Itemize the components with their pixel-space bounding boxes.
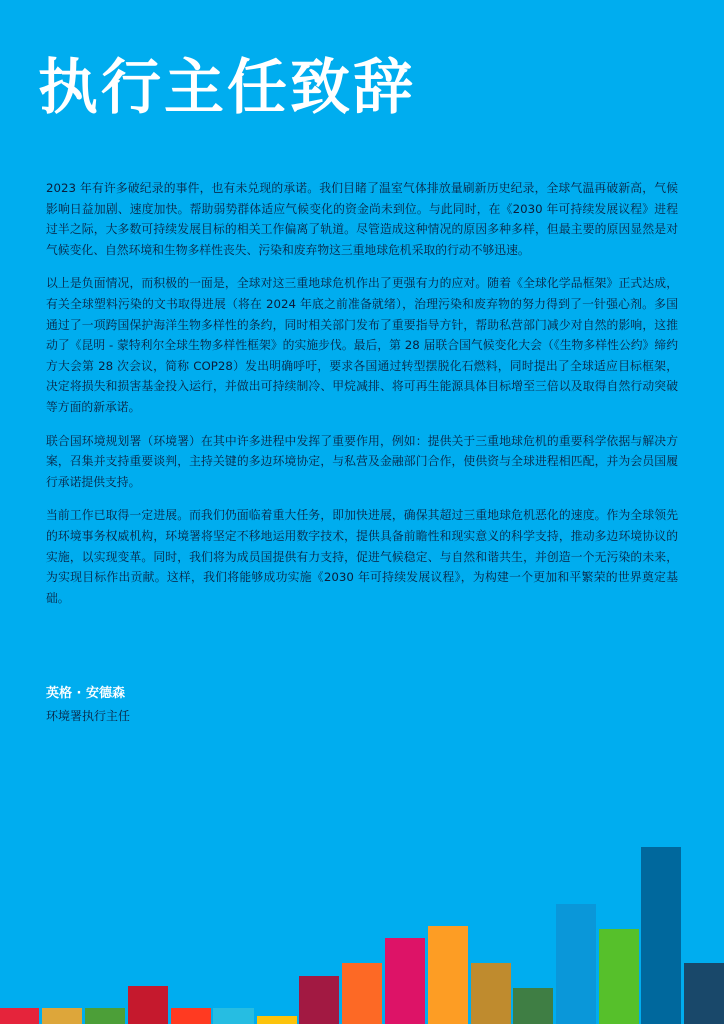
- decor-bar-17: [684, 963, 724, 1024]
- decor-bar-6: [213, 1008, 254, 1024]
- decor-bar-8: [299, 976, 339, 1024]
- decor-bar-12: [471, 963, 511, 1024]
- decor-bar-10: [385, 938, 425, 1024]
- decor-bar-7: [257, 1016, 297, 1024]
- decor-bar-13: [513, 988, 553, 1024]
- paragraph-2: 以上是负面情况，而积极的一面是，全球对这三重地球危机作出了更强有力的应对。随着《全球化学品框架》正式达成，有关全球塑料污染的文书取得进展（将在 2024 年底之前准备就绪），治理污染和废弃物的努力得到了一针强心剂。多国通过了一项跨国保护海洋生物多样性的条约，同时相关部门发布了重要指导方针，帮助私营部门减少对自然的影响，这推动了《昆明 - 蒙特利尔全球生物多样性框架》的实施步伐。最后，第 28 届联合国气候变化大会（《生物多样性公约》缔约方大会第 28 次会议，简称 COP28）发出明确呼吁，要求各国通过转型摆脱化石燃料，同时提出了全球适应目标框架，决定将损失和损害基金投入运行，并做出可持续制冷、甲烷减排、将可再生能源具体目标增至三倍以及取得自然行动突破等方面的新承诺。: [46, 276, 678, 414]
- decor-bar-3: [85, 1008, 125, 1024]
- decor-bar-16: [641, 847, 681, 1024]
- paragraph-3: 联合国环境规划署（环境署）在其中许多进程中发挥了重要作用，例如：提供关于三重地球危机的重要科学依据与解决方案，召集并支持重要谈判，主持关键的多边环境协定，与私营及金融部门合作，使供资与全球进程相匹配，并为会员国履行承诺提供支持。: [46, 433, 678, 489]
- paragraph-1: 2023 年有许多破纪录的事件，也有未兑现的承诺。我们目睹了温室气体排放量刷新历史纪录，全球气温再破新高，气候影响日益加剧、速度加快。帮助弱势群体适应气候变化的资金尚未到位。与此同时，在《2030 年可持续发展议程》进程过半之际，大多数可持续发展目标的相关工作偏离了轨道。尽管造成这种情况的原因多种多样，但最主要的原因显然是对气候变化、自然环境和生物多样性丧失、污染和废弃物这三重地球危机采取的行动不够迅速。: [46, 181, 678, 257]
- decor-bar-14: [556, 904, 596, 1024]
- decor-bar-2: [42, 1008, 82, 1024]
- letter-body: [46, 178, 678, 621]
- decor-bar-9: [342, 963, 382, 1024]
- signature-block: [46, 684, 130, 727]
- decor-bar-4: [128, 986, 168, 1024]
- decor-bar-1: [0, 1008, 39, 1024]
- decor-bar-15: [599, 929, 639, 1024]
- decor-bar-11: [428, 926, 468, 1024]
- signatory-name: 英格 · 安德森: [46, 686, 125, 701]
- paragraph-4: 当前工作已取得一定进展。而我们仍面临着重大任务，即加快进展，确保其超过三重地球危机恶化的速度。作为全球领先的环境事务权威机构，环境署将坚定不移地运用数字技术，提供具备前瞻性和现实意义的科学支持，推动多边环境协议的实施，以实现变革。同时，我们将为成员国提供有力支持，促进气候稳定、与自然和谐共生，并创造一个无污染的未来，为实现目标作出贡献。这样，我们将能够成功实施《2030 年可持续发展议程》，为构建一个更加和平繁荣的世界奠定基础。: [46, 508, 678, 605]
- decor-bar-5: [171, 1008, 211, 1024]
- page-title: 执行主任致辞: [38, 53, 416, 123]
- signatory-role: 环境署执行主任: [46, 709, 131, 723]
